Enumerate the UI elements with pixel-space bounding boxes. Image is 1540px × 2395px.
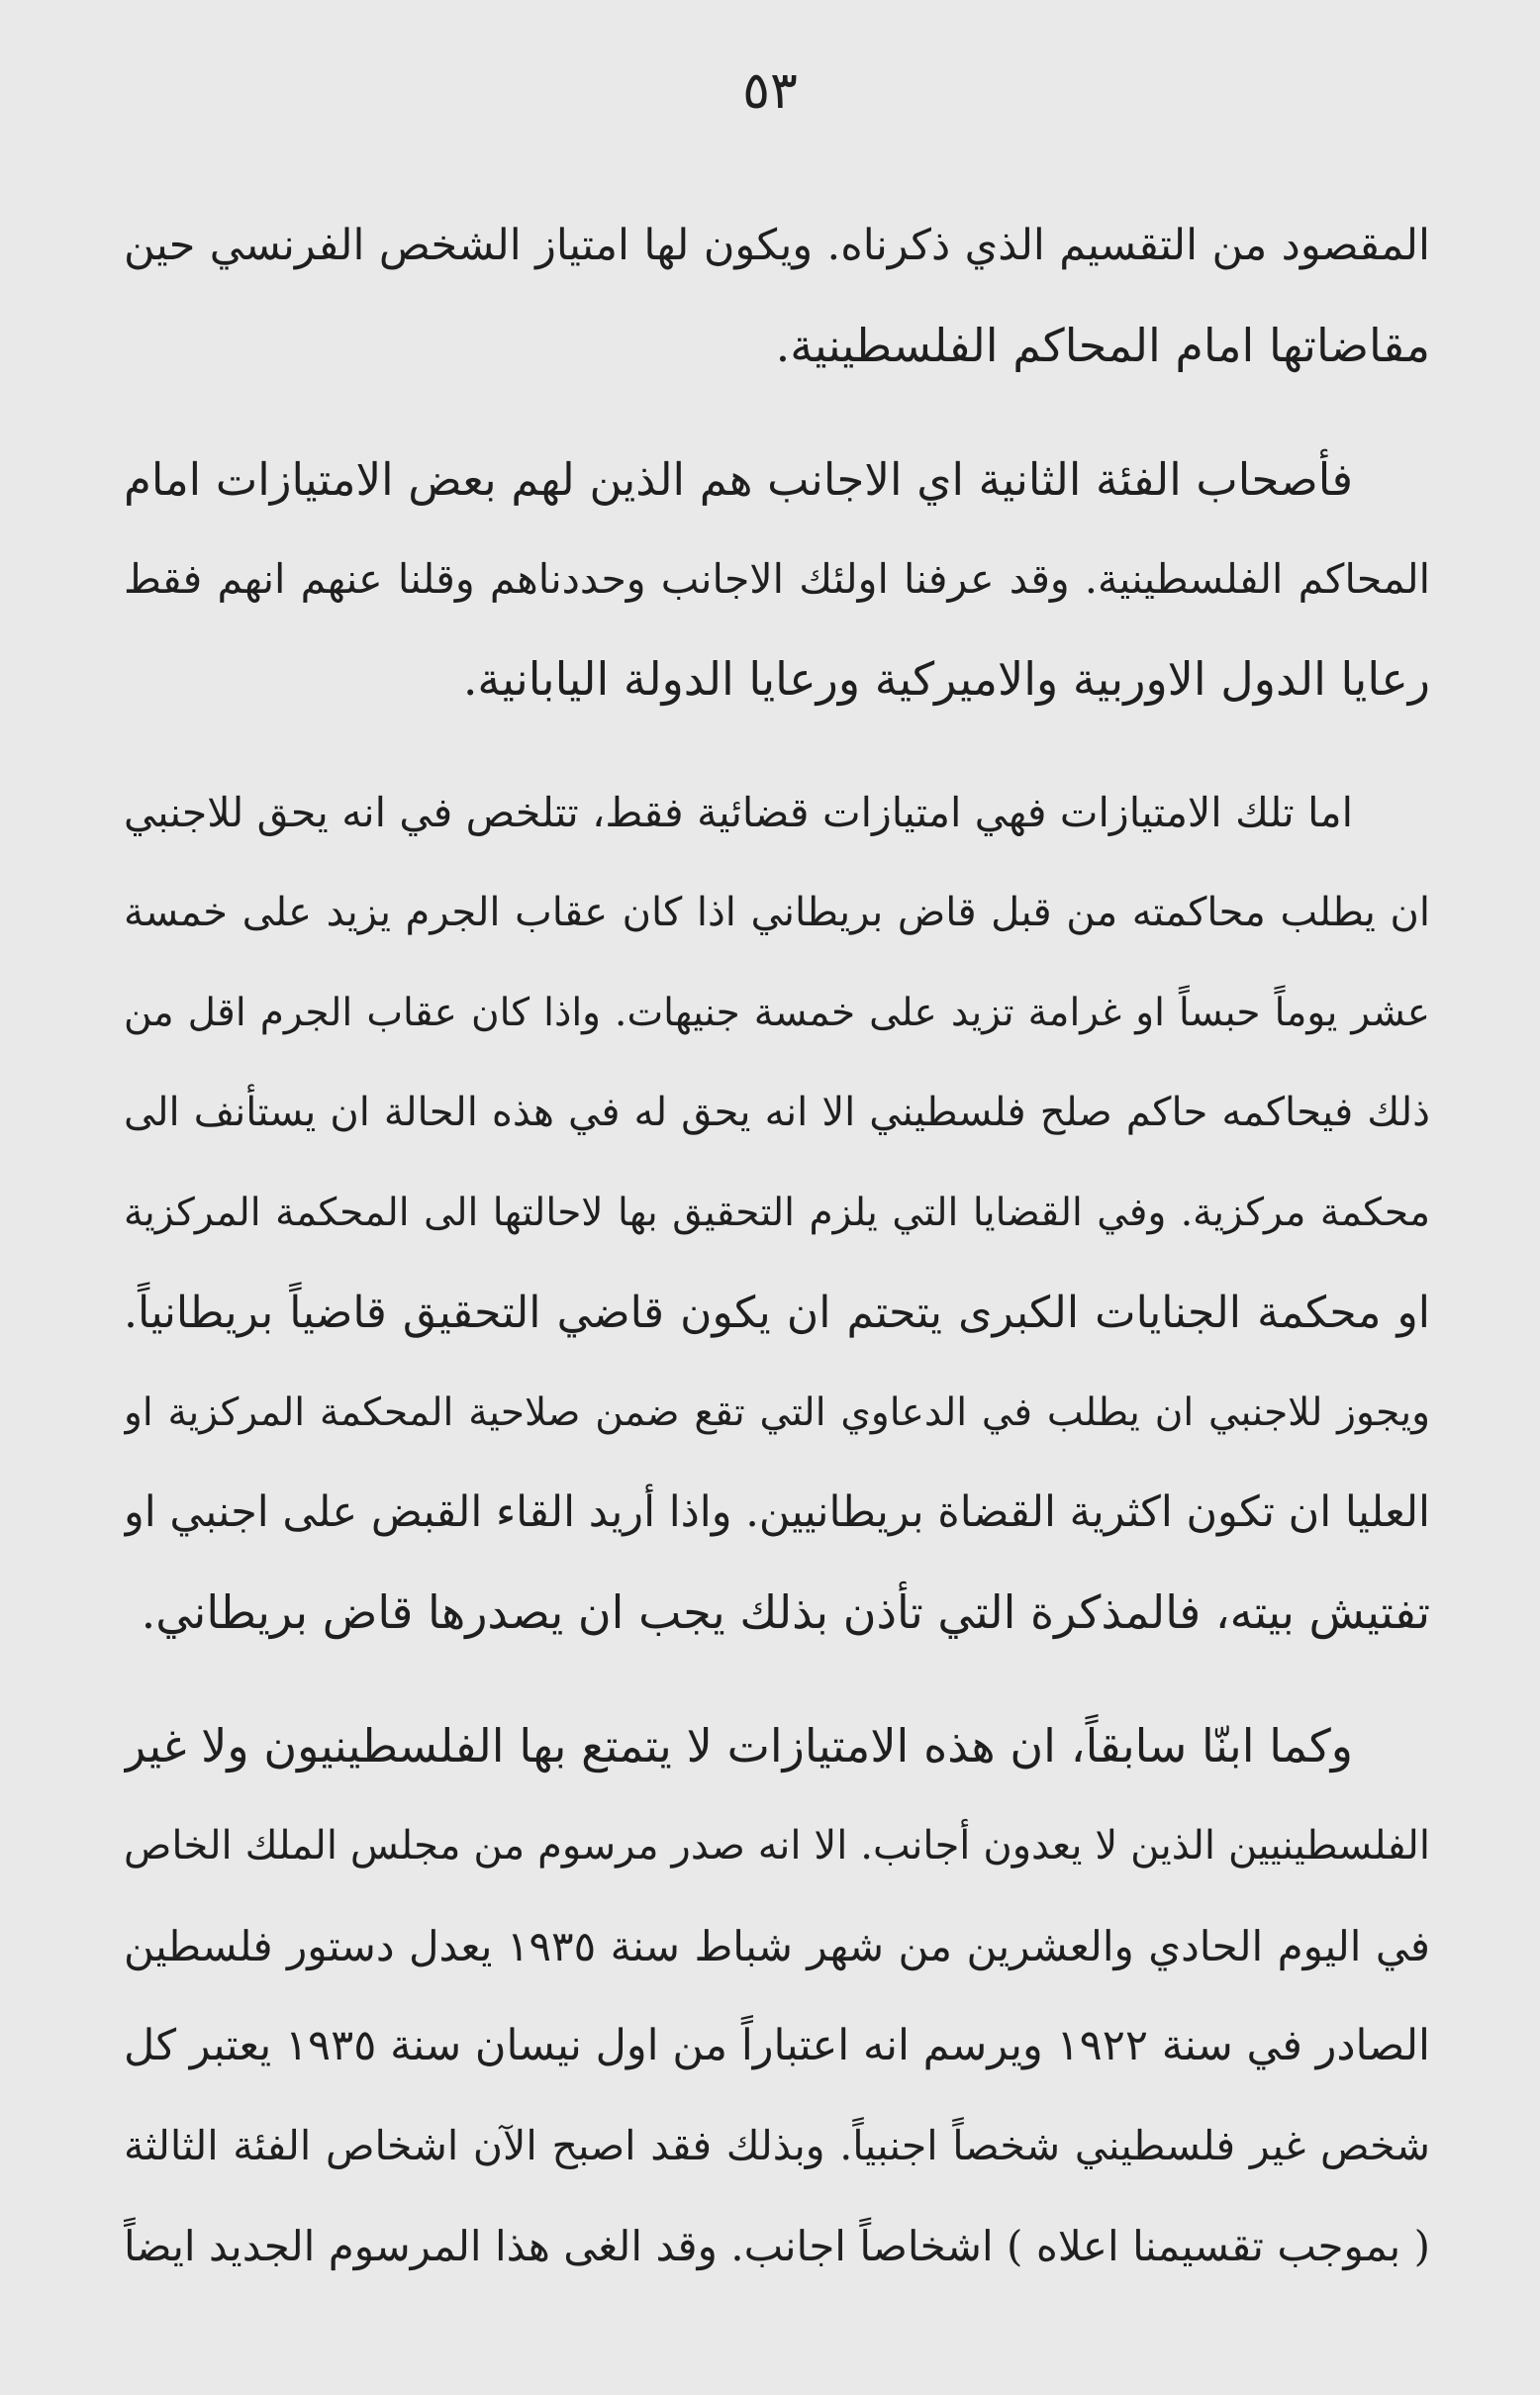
text-line: شخص غير فلسطيني شخصاً اجنبياً. وبذلك فقد اصبح الآن اشخاص الفئة الثالثة [124, 2122, 1430, 2169]
body-text [124, 196, 1430, 2296]
text-line: العليا ان تكون اكثرية القضاة بريطانيين. واذا أريد القاء القبض على اجنبي او [124, 1487, 1430, 1537]
text-line: محكمة مركزية. وفي القضايا التي يلزم التحقيق بها لاحالتها الى المحكمة المركزية [124, 1191, 1430, 1235]
text-line: اما تلك الامتيازات فهي امتيازات قضائية فقط، تتلخص في انه يحق للاجنبي [124, 789, 1353, 836]
text-line: في اليوم الحادي والعشرين من شهر شباط سنة ١٩٣٥ يعدل دستور فلسطين [124, 1922, 1430, 1970]
text-line: الفلسطينيين الذين لا يعدون أجانب. الا انه صدر مرسوم من مجلس الملك الخاص [124, 1823, 1430, 1868]
text-line: ويجوز للاجنبي ان يطلب في الدعاوي التي تقع ضمن صلاحية المحكمة المركزية او [124, 1390, 1430, 1435]
paragraph [124, 430, 1430, 729]
text-line: المحاكم الفلسطينية. وقد عرفنا اولئك الاجانب وحددناهم وقلنا عنهم انهم فقط [124, 555, 1430, 603]
text-line: عشر يوماً حبساً او غرامة تزيد على خمسة جنيهات. واذا كان عقاب الجرم اقل من [124, 991, 1430, 1035]
text-line: ان يطلب محاكمته من قبل قاض بريطاني اذا كان عقاب الجرم يزيد على خمسة [124, 890, 1430, 935]
text-line: الصادر في سنة ١٩٢٢ ويرسم انه اعتباراً من اول نيسان سنة ١٩٣٥ يعتبر كل [124, 2021, 1430, 2070]
text-line: ذلك فيحاكمه حاكم صلح فلسطيني الا انه يحق له في هذه الحالة ان يستأنف الى [124, 1090, 1430, 1135]
text-line: فأصحاب الفئة الثانية اي الاجانب هم الذين لهم بعض الامتيازات امام [124, 453, 1353, 506]
text-line: مقاضاتها امام المحاكم الفلسطينية. [775, 319, 1430, 372]
text-line: تفتيش بيته، فالمذكرة التي تأذن بذلك يجب ان يصدرها قاض بريطاني. [141, 1585, 1430, 1639]
text-line: او محكمة الجنايات الكبرى يتحتم ان يكون قاضي التحقيق قاضياً بريطانياً. [124, 1288, 1430, 1338]
text-line: وكما ابنّا سابقاً، ان هذه الامتيازات لا يتمتع بها الفلسطينيون ولا غير [124, 1719, 1353, 1772]
paragraph [124, 196, 1430, 396]
paragraph [124, 1696, 1430, 2296]
text-line: رعايا الدول الاوربية والاميركية ورعايا الدولة اليابانية. [462, 652, 1430, 706]
page-number: ٥٣ [742, 61, 798, 121]
text-line: المقصود من التقسيم الذي ذكرناه. ويكون لها امتياز الشخص الفرنسي حين [124, 221, 1430, 270]
paragraph [124, 763, 1430, 1663]
text-line: ( بموجب تقسيمنا اعلاه ) اشخاصاً اجانب. وقد الغى هذا المرسوم الجديد ايضاً [124, 2222, 1430, 2270]
